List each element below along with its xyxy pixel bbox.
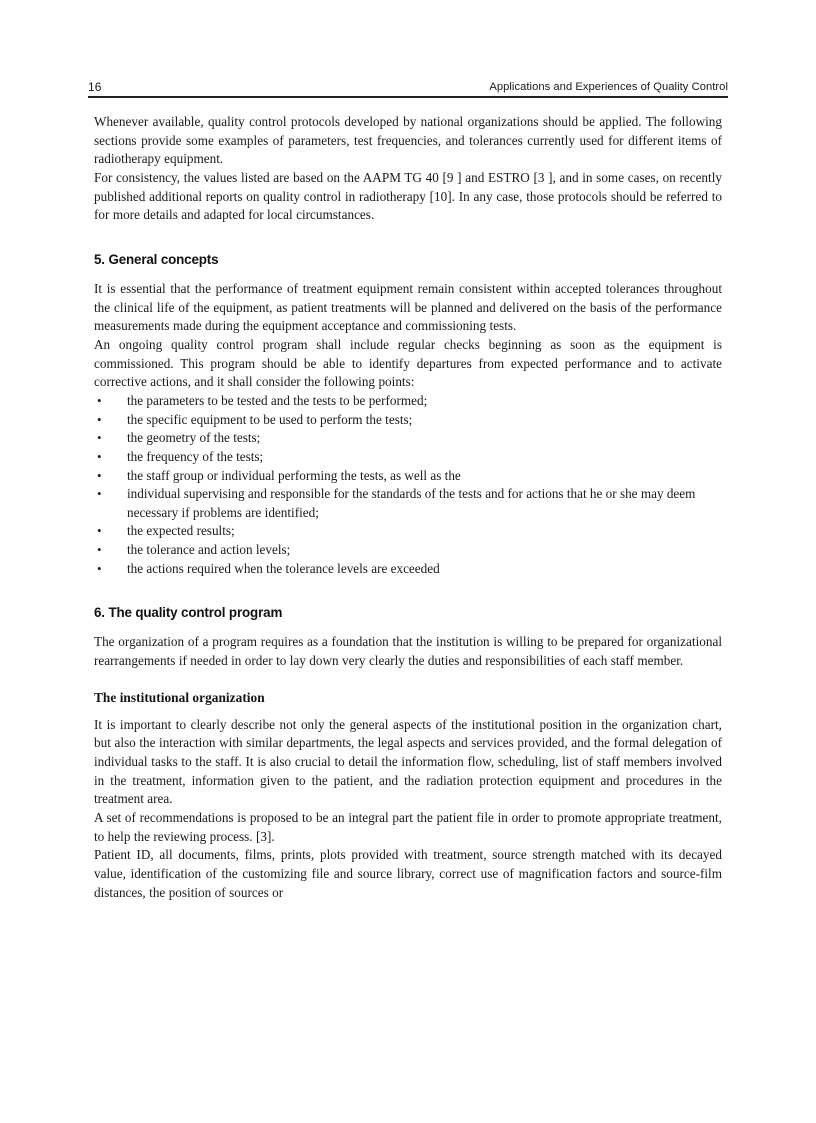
- paragraph-intro-protocols: Whenever available, quality control protocols developed by national organizations should be applied. The following sections provide some examples of parameters, test frequencies, and tolerances currently used for different items of radiotherapy equipment.: [94, 114, 722, 167]
- paragraph-ongoing-program: An ongoing quality control program shall include regular checks beginning as soon as the equipment is commissioned. This program should be able to identify departures from expected performance and to activate corrective actions, and it shall consider the following points:: [94, 336, 722, 390]
- list-item: [94, 411, 722, 430]
- list-item-label: the specific equipment to be used to perform the tests;: [127, 411, 413, 427]
- bullet-icon: •: [97, 430, 102, 446]
- bullet-icon: •: [97, 467, 102, 483]
- list-item-label: the frequency of the tests;: [127, 448, 264, 464]
- list-item: [94, 560, 722, 579]
- book-title: Applications and Experiences of Quality Control: [489, 81, 728, 93]
- list-item: [94, 485, 722, 522]
- bullet-icon: •: [97, 448, 102, 464]
- program-points-list: [94, 392, 722, 579]
- paragraph-recommendations-set: A set of recommendations is proposed to be an integral part the patient file in order to promote appropriate treatment, to help the reviewing process. [3].: [94, 810, 722, 844]
- subheading-institutional-organization: The institutional organization: [94, 689, 265, 705]
- spacer: [94, 621, 722, 633]
- heading-general-concepts: 5. General concepts: [94, 251, 219, 267]
- spacer: [94, 706, 722, 716]
- list-item: [94, 467, 722, 486]
- list-item: [94, 392, 722, 411]
- spacer: [94, 225, 722, 252]
- bullet-icon: •: [97, 542, 102, 558]
- list-item-label: the expected results;: [127, 523, 235, 539]
- list-item: [94, 448, 722, 467]
- paragraph-institutional-position: It is important to clearly describe not only the general aspects of the institutional position in the organization chart, but also the interaction with similar departments, the legal aspects and services provided, and the formal delegation of individual tasks to the staff. It is also crucial to detail the information flow, scheduling, list of staff members involved in the treatment, information given to the patient, and the radiation protection equipment and procedures in the treatment area.: [94, 716, 722, 807]
- heading-quality-control-program: 6. The quality control program: [94, 605, 283, 621]
- spacer: [94, 578, 722, 605]
- list-item-label: the staff group or individual performing the tests, as well as the: [127, 467, 461, 483]
- list-item: [94, 429, 722, 448]
- list-item-label: the parameters to be tested and the tests to be performed;: [127, 392, 428, 408]
- list-item-label: the tolerance and action levels;: [127, 542, 291, 558]
- text-column: [94, 113, 722, 902]
- page-number: 16: [88, 80, 102, 94]
- bullet-icon: •: [97, 411, 102, 427]
- bullet-icon: •: [97, 392, 102, 408]
- paragraph-consistency-values: For consistency, the values listed are based on the AAPM TG 40 [9 ] and ESTRO [3 ], and in some cases, on recently published additional reports on quality control in radiotherapy [10]. In any case, those protocols should be referred to for more details and adapted for local circumstances.: [94, 169, 722, 223]
- running-header: [88, 80, 728, 94]
- list-item-label: individual supervising and responsible for the standards of the tests and for actions that he or she may deem necessary if problems are identified;: [127, 486, 696, 520]
- bullet-icon: •: [97, 560, 102, 576]
- bullet-icon: •: [97, 523, 102, 539]
- header-rule: [88, 96, 728, 98]
- list-item: [94, 522, 722, 541]
- list-item: [94, 541, 722, 560]
- bullet-icon: •: [97, 486, 102, 502]
- paragraph-program-organization: The organization of a program requires as a foundation that the institution is willing to be prepared for organizational rearrangements if needed in order to lay down very clearly the duties and responsibilities of each staff member.: [94, 634, 722, 669]
- spacer: [94, 671, 722, 689]
- spacer: [94, 268, 722, 280]
- paragraph-patient-id: Patient ID, all documents, films, prints, plots provided with treatment, source strength matched with its decayed value, identification of the customizing file and source library, correct use of magnification factors and source-film distances, the position of sources or: [94, 847, 722, 900]
- list-item-label: the actions required when the tolerance levels are exceeded: [127, 560, 440, 576]
- paragraph-performance-consistency: It is essential that the performance of treatment equipment remain consistent within accepted tolerances throughout the clinical life of the equipment, as patient treatments will be planned and delivered on the basis of the performance measurements made during the equipment acceptance and commissioning tests.: [94, 280, 722, 334]
- list-item-label: the geometry of the tests;: [127, 430, 261, 446]
